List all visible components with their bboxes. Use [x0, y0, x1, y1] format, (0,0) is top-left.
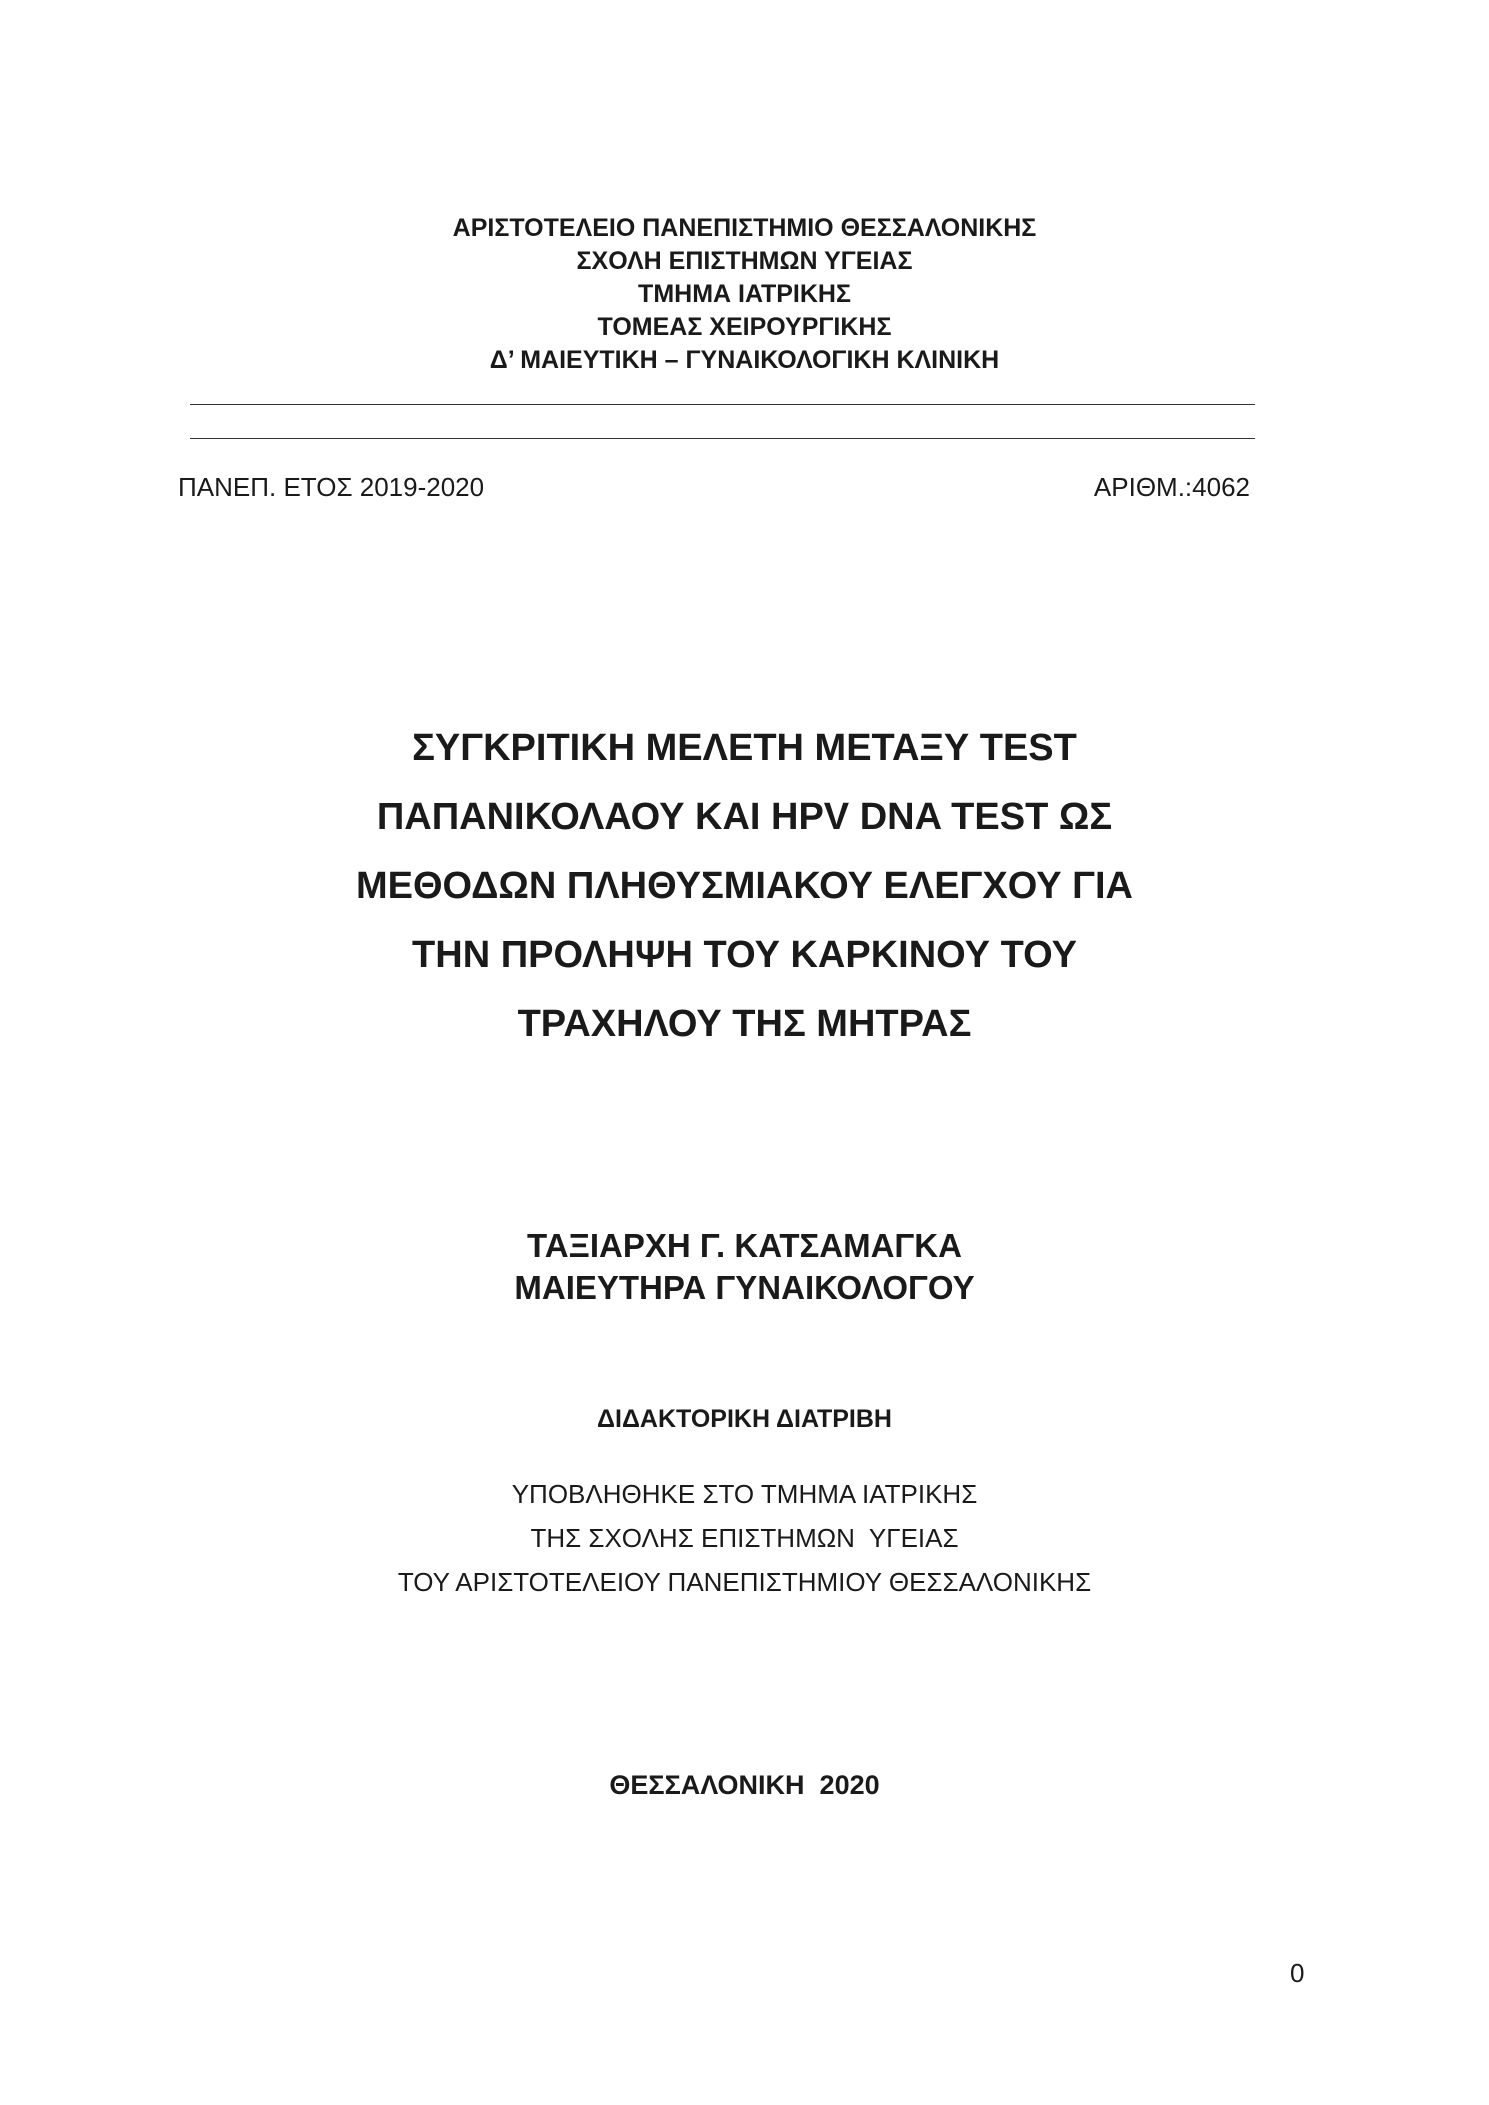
author-name: ΤΑΞΙΑΡΧΗ Γ. ΚΑΤΣΑΜΑΓΚΑ [527, 1227, 962, 1264]
academic-year: ΠΑΝΕΠ. ΕΤΟΣ 2019-2020 [178, 472, 485, 502]
thesis-title [0, 714, 1489, 1059]
title-line: ΤΗΝ ΠΡΟΛΗΨΗ ΤΟΥ ΚΑΡΚΙΝΟΥ ΤΟΥ [412, 934, 1077, 976]
document-type: ΔΙΔΑΚΤΟΡΙΚΗ ΔΙΑΤΡΙΒΗ [597, 1405, 892, 1433]
institution-header [0, 212, 1489, 377]
department-name: ΤΜΗΜΑ ΙΑΤΡΙΚΗΣ [638, 280, 851, 308]
submission-line: ΤΟΥ ΑΡΙΣΤΟΤΕΛΕΙΟΥ ΠΑΝΕΠΙΣΤΗΜΙΟΥ ΘΕΣΣΑΛΟΝΙΚΗΣ [397, 1567, 1092, 1597]
author-block [0, 1225, 1489, 1309]
place-and-year: ΘΕΣΣΑΛΟΝΙΚΗ 2020 [609, 1770, 880, 1800]
divider-line-bottom [190, 438, 1255, 439]
title-line: ΤΡΑΧΗΛΟΥ ΤΗΣ ΜΗΤΡΑΣ [517, 1003, 972, 1045]
title-line: ΜΕΘΟΔΩΝ ΠΛΗΘΥΣΜΙΑΚΟΥ ΕΛΕΓΧΟΥ ΓΙΑ [356, 865, 1133, 907]
submission-line: ΥΠΟΒΛΗΘΗΚΕ ΣΤΟ ΤΜΗΜΑ ΙΑΤΡΙΚΗΣ [511, 1479, 978, 1509]
title-line: ΠΑΠΑΝΙΚΟΛΑΟΥ ΚΑΙ HPV DNA TEST ΩΣ [376, 796, 1113, 838]
university-name: ΑΡΙΣΤΟΤΕΛΕΙΟ ΠΑΝΕΠΙΣΤΗΜΙΟ ΘΕΣΣΑΛΟΝΙΚΗΣ [452, 214, 1037, 242]
author-role: ΜΑΙΕΥΤΗΡΑ ΓΥΝΑΙΚΟΛΟΓΟΥ [514, 1269, 975, 1306]
title-line: ΣΥΓΚΡΙΤΙΚΗ ΜΕΛΕΤΗ ΜΕΤΑΞΥ TEST [412, 727, 1077, 769]
school-name: ΣΧΟΛΗ ΕΠΙΣΤΗΜΩΝ ΥΓΕΙΑΣ [576, 247, 913, 275]
submission-line: ΤΗΣ ΣΧΟΛΗΣ ΕΠΙΣΤΗΜΩΝ ΥΓΕΙΑΣ [530, 1523, 959, 1553]
divider-line-top [190, 404, 1255, 405]
document-number: ΑΡΙΘΜ.:4062 [1093, 472, 1250, 502]
sector-name: ΤΟΜΕΑΣ ΧΕΙΡΟΥΡΓΙΚΗΣ [597, 313, 892, 341]
submission-statement [0, 1472, 1489, 1604]
page-number: 0 [1290, 1958, 1305, 1988]
clinic-name: Δ’ ΜΑΙΕΥΤΙΚΗ – ΓΥΝΑΙΚΟΛΟΓΙΚΗ ΚΛΙΝΙΚΗ [489, 346, 1000, 374]
